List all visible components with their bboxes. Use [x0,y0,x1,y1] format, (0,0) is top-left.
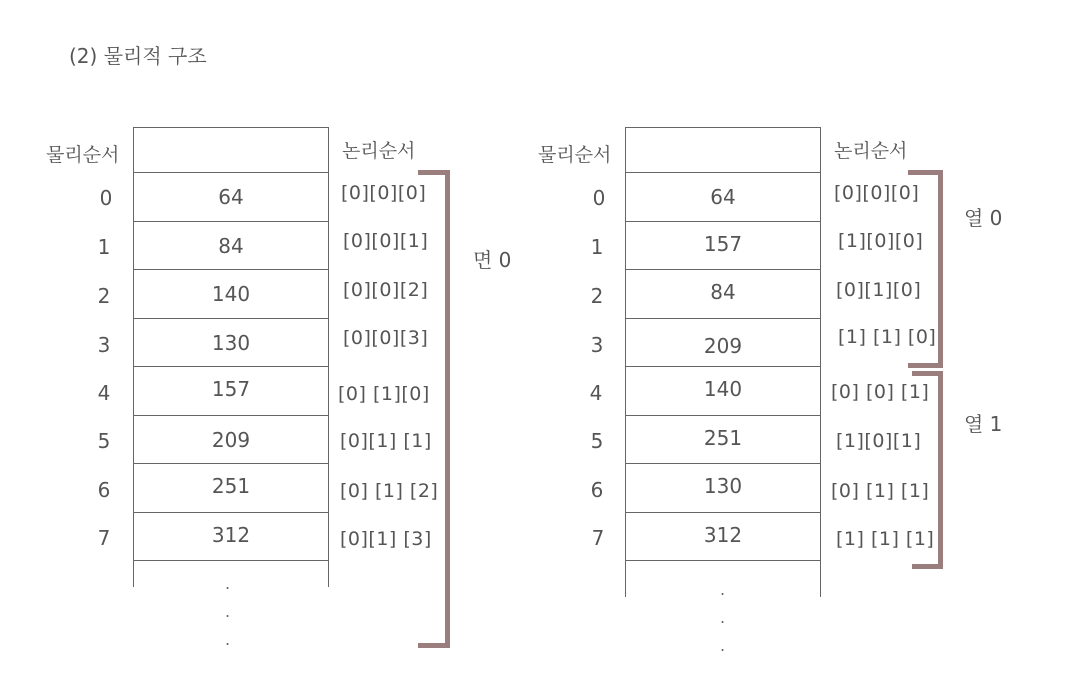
ellipsis-dot: . [720,636,726,655]
physical-index: 6 [97,478,111,502]
logical-index: [0] [0] [1] [831,381,930,403]
logical-index: [0] [1] [2] [340,480,439,502]
physical-index: 1 [590,235,604,259]
memory-cell: 130 [626,463,820,512]
face-label: 면 0 [473,248,512,272]
physical-index: 5 [97,429,111,453]
logical-index: [0][0][3] [343,327,429,349]
memory-cell: 312 [626,512,820,561]
left-physical-order-header: 물리순서 [46,144,120,166]
logical-index: [0] [1][0] [338,383,430,405]
logical-index: [0][0][0] [341,182,427,204]
memory-cell: 157 [134,366,328,415]
logical-index: [1][0][1] [836,430,922,452]
physical-index: 4 [97,381,111,405]
physical-index: 0 [592,186,606,210]
memory-cell: 157 [626,221,820,270]
logical-index: [0][1][0] [836,279,922,301]
left-memory-column [133,127,329,587]
memory-cell: 140 [626,366,820,415]
right-physical-order-header: 물리순서 [538,144,612,166]
physical-index: 3 [590,333,604,357]
logical-index: [0][0][2] [343,279,429,301]
ellipsis-dot: . [720,580,726,599]
memory-cell: 251 [134,463,328,512]
physical-index: 3 [97,333,111,357]
column-label-1: 열 1 [964,412,1003,436]
physical-index: 4 [589,381,603,405]
memory-cell: 140 [134,269,328,318]
face-bracket [418,170,450,648]
right-memory-column [625,127,821,597]
ellipsis-dot: . [225,602,231,621]
physical-index: 2 [590,284,604,308]
memory-cell: 209 [626,318,820,366]
memory-cell-header [626,127,820,173]
logical-index: [1] [1] [1] [836,528,935,550]
memory-cell: 209 [134,415,328,464]
logical-index: [1] [1] [0] [838,326,937,348]
physical-index: 2 [97,284,111,308]
ellipsis-dot: . [225,630,231,649]
column-bracket-1 [912,371,943,569]
logical-index: [0][1] [3] [340,528,432,550]
logical-index: [0][0][1] [343,230,429,252]
physical-index: 6 [590,478,604,502]
physical-index: 7 [97,526,111,550]
logical-index: [0] [1] [1] [831,480,930,502]
logical-index: [0][0][0] [834,182,920,204]
ellipsis-dot: . [225,574,231,593]
physical-index: 1 [97,235,111,259]
logical-index: [1][0][0] [838,230,924,252]
column-bracket-0 [908,170,943,368]
memory-cell: 312 [134,512,328,561]
logical-index: [0][1] [1] [340,430,432,452]
physical-index: 5 [590,429,604,453]
physical-index: 0 [99,186,113,210]
memory-cell-header [134,127,328,173]
left-logical-order-header: 논리순서 [342,140,416,162]
page-title: (2) 물리적 구조 [69,44,207,68]
ellipsis-dot: . [720,608,726,627]
physical-index: 7 [591,526,605,550]
memory-cell-continued [134,560,328,588]
memory-cell: 64 [626,172,820,221]
column-label-0: 열 0 [964,206,1003,230]
memory-cell: 64 [134,172,328,221]
memory-cell: 251 [626,415,820,464]
right-logical-order-header: 논리순서 [834,140,908,162]
memory-cell: 130 [134,318,328,367]
memory-cell: 84 [134,221,328,270]
memory-cell: 84 [626,269,820,318]
